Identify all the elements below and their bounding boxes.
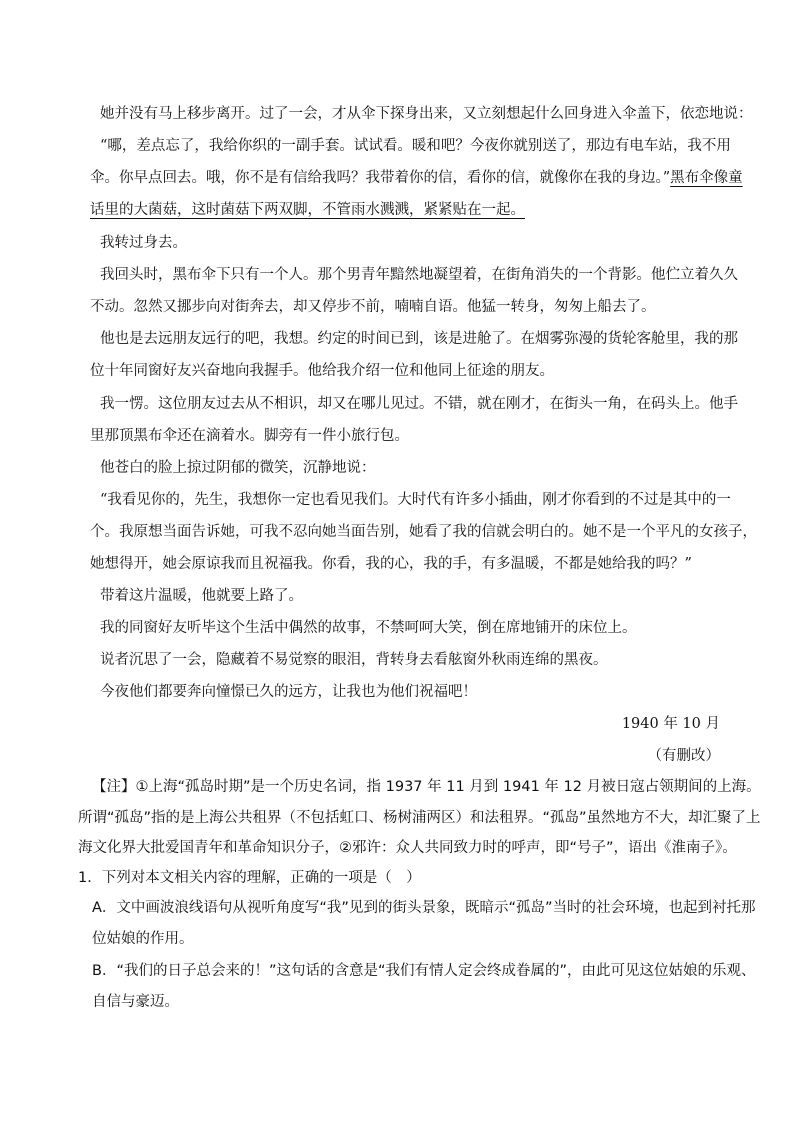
story-line-17: 我的同窗好友听毕这个生活中偶然的故事，不禁呵呵大笑，倒在席地铺开的床位上。 [100,620,637,636]
story-line-9: 位十年同窗好友兴奋地向我握手。他给我介绍一位和他同上征途的朋友。 [90,363,554,379]
story-line-10: 我一愣。这位朋友过去从不相识，却又在哪儿见过。不错，就在刚才，在街头一角，在码头上。他手 [100,396,738,412]
option-a-line-1: A．文中画波浪线语句从视听角度写“我”见到的街头景象，既暗示“孤岛”当时的社会环境，也起到衬托那 [92,900,756,916]
option-b-line-2: 自信与豪迈。 [92,994,179,1010]
story-line-6: 我回头时，黑布伞下只有一个人。那个男青年黯然地凝望着，在街角消失的一个背影。他伫立着久久 [100,267,738,283]
story-line-14: 个。我原想当面告诉她，可我不忍向她当面告别，她看了我的信就会明白的。她不是一个平凡的女孩子， [90,524,757,540]
edited-marker: （有删改） [647,748,720,764]
story-line-3 [90,166,743,187]
wavy-underlined-sentence-end: 话里的大菌菇，这时菌菇下两双脚，不管雨水溅溅，紧紧贴在一起。 [90,202,525,218]
note-line-1: 【注】①上海“孤岛时期”是一个历史名词，指 1937 年 11 月到 1941 年 12 月被日寇占领期间的上海。 [92,779,761,795]
note-line-3: 海文化界大批爱国青年和革命知识分子，②邪许：众人共同致力时的呼声，即“号子”，语出《淮南子》。 [78,840,737,856]
story-line-3a: 伞。你早点回去。哦，你不是有信给我吗？我带着你的信，看你的信，就像你在我的身边。” [90,170,671,186]
story-line-5: 我转过身去。 [100,235,187,251]
story-line-12: 他苍白的脸上掠过阴郁的微笑，沉静地说： [100,460,376,476]
story-line-7: 不动。忽然又挪步向对街奔去，却又停步不前，喃喃自语。他猛一转身，匆匆上船去了。 [90,299,656,315]
story-line-19: 今夜他们都要奔向憧憬已久的远方，让我也为他们祝福吧！ [100,684,477,700]
option-a-line-2: 位姑娘的作用。 [92,931,194,947]
story-line-8: 他也是去远朋友远行的吧，我想。约定的时间已到，该是进舱了。在烟雾弥漫的货轮客舱里，我的那 [100,331,738,347]
story-line-2: “哪，差点忘了，我给你织的一副手套。试试看。暖和吧？今夜你就别送了，那边有电车站，我不用 [100,138,731,154]
note-line-2: 所谓“孤岛”指的是上海公共租界（不包括虹口、杨树浦两区）和法租界。“孤岛”虽然地方不大，却汇聚了上 [78,810,761,826]
story-line-1: 她并没有马上移步离开。过了一会，才从伞下探身出来，又立刻想起什么回身进入伞盖下，依恋地说： [100,106,753,122]
story-line-15: 她想得开，她会原谅我而且祝福我。你看，我的心，我的手，有多温暖，不都是她给我的吗？” [90,556,692,572]
story-line-16: 带着这片温暖，他就要上路了。 [100,588,303,604]
question-stem: 1．下列对本文相关内容的理解，正确的一项是（ ） [78,870,421,886]
story-line-11: 里那顶黑布伞还在滴着水。脚旁有一件小旅行包。 [90,428,409,444]
option-b-line-1: B．“我们的日子总会来的！”这句话的含意是“我们有情人定会终成眷属的”，由此可见这位姑娘的乐观、 [92,963,756,979]
wavy-underlined-sentence-start: 黑布伞像童 [670,170,743,186]
story-line-18: 说者沉思了一会，隐藏着不易觉察的眼泪，背转身去看舷窗外秋雨连绵的黑夜。 [100,652,608,668]
story-line-13: “我看见你的，先生，我想你一定也看见我们。大时代有许多小插曲，刚才你看到的不过是其中的一 [100,492,731,508]
story-date: 1940 年 10 月 [621,716,720,732]
story-line-4 [90,198,720,219]
